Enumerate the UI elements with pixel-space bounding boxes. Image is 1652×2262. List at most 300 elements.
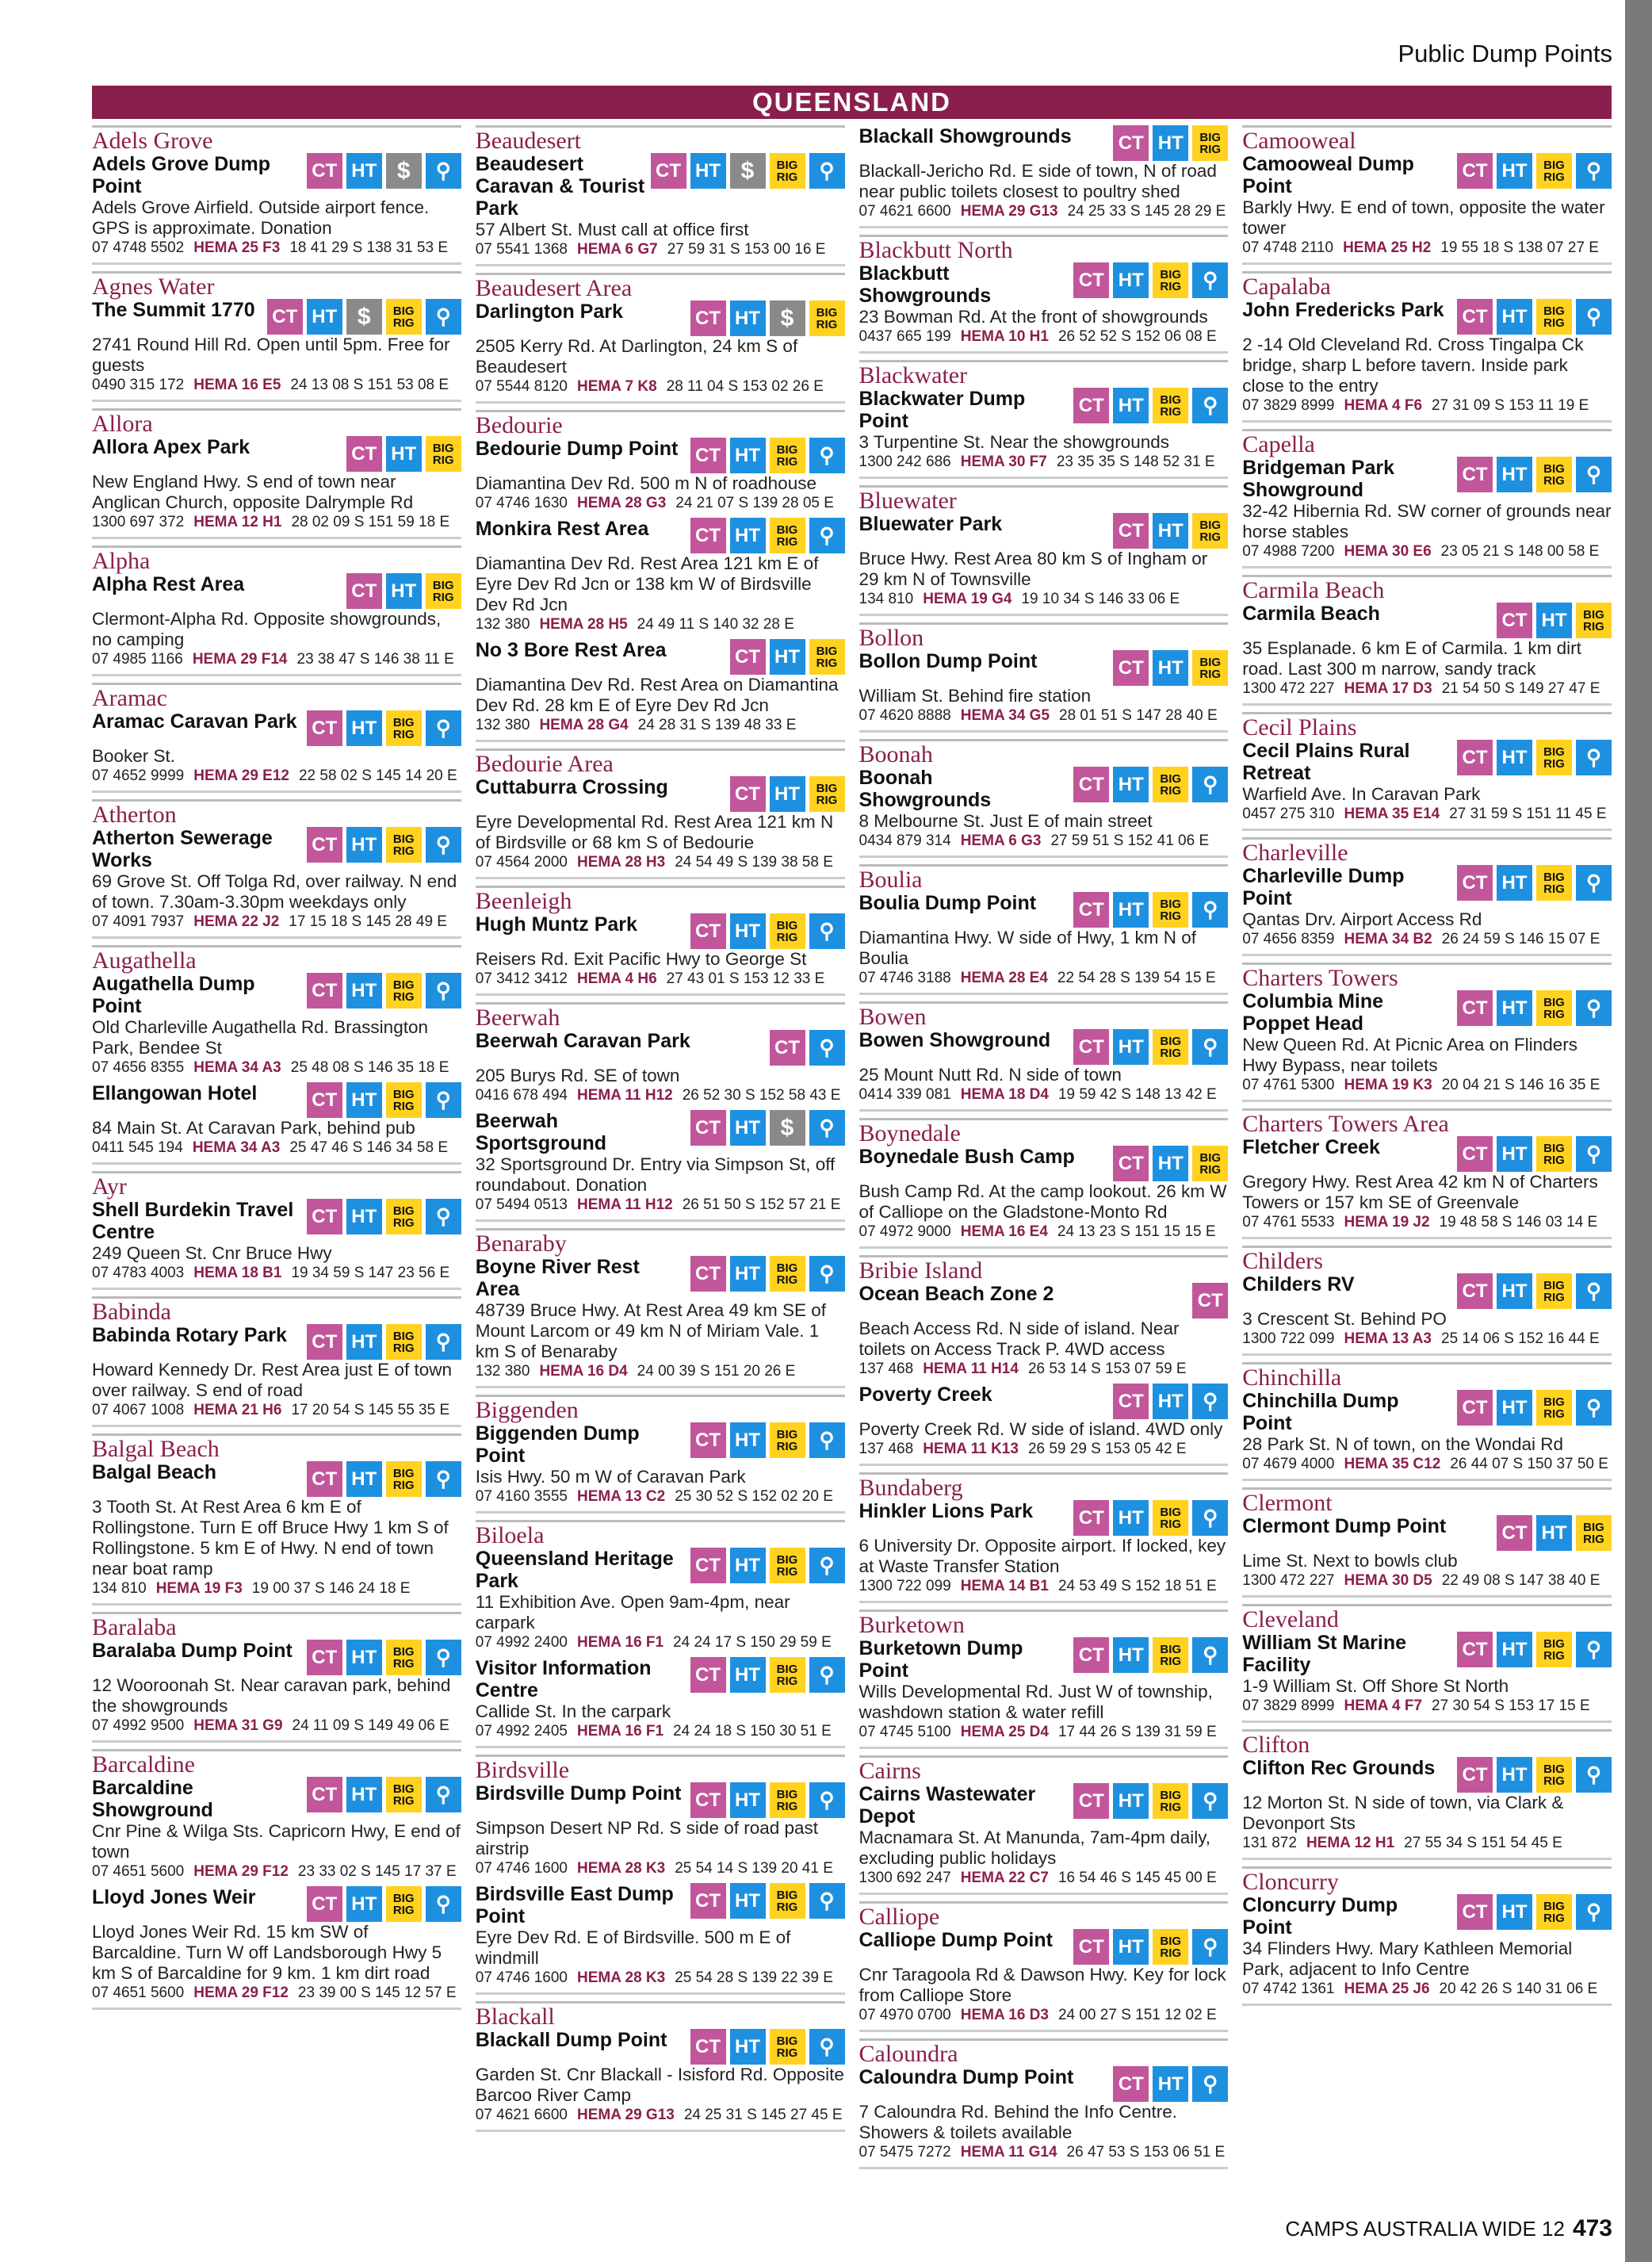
gps-coordinates: 19 34 59 S 147 23 56 E xyxy=(291,1265,450,1281)
phone-number: 07 4972 9000 xyxy=(859,1223,951,1240)
gps-coordinates: 19 10 34 S 146 33 06 E xyxy=(1021,591,1180,607)
big-rig-badge: BIG RIG xyxy=(386,1886,422,1922)
listing-columns xyxy=(92,125,1612,2176)
water-tap-icon: ⚲ xyxy=(1576,299,1612,335)
town-section xyxy=(859,622,1229,733)
hema-reference: HEMA 22 C7 xyxy=(960,1870,1049,1886)
holding-tank-badge: HT xyxy=(1113,892,1149,928)
gps-coordinates: 27 43 01 S 153 12 33 E xyxy=(666,970,825,987)
phone-number: 07 5541 1368 xyxy=(475,241,568,258)
hema-reference: HEMA 21 H6 xyxy=(193,1402,282,1418)
dump-point-entry xyxy=(859,1783,1229,1888)
entry-header xyxy=(476,1548,845,1592)
big-rig-badge: BIG RIG xyxy=(770,1782,805,1818)
town-section xyxy=(1242,1108,1612,1239)
town-name: Bedourie Area xyxy=(476,748,845,776)
hema-reference: HEMA 19 K3 xyxy=(1344,1077,1432,1093)
dump-point-entry xyxy=(92,299,461,395)
entry-header xyxy=(859,125,1229,161)
town-section xyxy=(92,545,461,676)
site-name: Boyne River Rest Area xyxy=(475,1256,640,1300)
town-name: Burketown xyxy=(859,1609,1229,1637)
phone-number: 07 4748 5502 xyxy=(92,239,185,256)
gps-coordinates: 22 49 08 S 147 38 40 E xyxy=(1441,1572,1600,1589)
facility-badges xyxy=(1457,299,1612,335)
cassette-toilet-badge: CT xyxy=(1113,1146,1149,1181)
phone-number: 132 380 xyxy=(475,616,530,633)
site-description: Eyre Developmental Rd. Rest Area 121 km N of Birdsville or 68 km S of Bedourie xyxy=(475,812,834,852)
site-description: Lime St. Next to bowls club xyxy=(1242,1551,1458,1571)
site-meta xyxy=(1242,1330,1612,1349)
dump-point-entry xyxy=(92,1777,461,1881)
site-name: Boulia Dump Point xyxy=(859,892,1037,914)
cassette-toilet-badge: CT xyxy=(730,776,766,812)
hema-reference: HEMA 28 K3 xyxy=(576,1969,666,1986)
facility-badges xyxy=(690,1422,845,1458)
water-tap-icon: ⚲ xyxy=(809,153,845,189)
dump-point-entry xyxy=(92,1461,461,1598)
hema-reference: HEMA 16 E5 xyxy=(193,377,281,393)
gps-coordinates: 26 24 59 S 146 15 07 E xyxy=(1441,931,1600,947)
big-rig-badge: BIG RIG xyxy=(386,1461,422,1497)
site-meta xyxy=(92,1717,461,1736)
hema-reference: HEMA 22 J2 xyxy=(193,913,280,930)
entry-header xyxy=(476,518,845,553)
town-section xyxy=(92,1171,461,1290)
town-section xyxy=(92,408,461,539)
phone-number: 137 468 xyxy=(859,1361,914,1377)
town-section xyxy=(476,1395,845,1514)
holding-tank-badge: HT xyxy=(1497,990,1532,1026)
site-name: Camooweal Dump Point xyxy=(1242,153,1414,197)
big-rig-badge: BIG RIG xyxy=(770,438,805,473)
site-meta xyxy=(476,615,845,634)
site-meta xyxy=(92,913,461,932)
site-name: Bowen Showground xyxy=(859,1029,1051,1051)
holding-tank-badge: HT xyxy=(346,973,382,1009)
water-tap-icon: ⚲ xyxy=(809,1256,845,1292)
site-description: 28 Park St. N of town, on the Wondai Rd xyxy=(1242,1434,1564,1454)
facility-badges xyxy=(690,2029,845,2065)
cassette-toilet-badge: CT xyxy=(1457,153,1493,189)
hema-reference: HEMA 12 H1 xyxy=(1306,1835,1395,1851)
cassette-toilet-badge: CT xyxy=(690,1782,726,1818)
gps-coordinates: 26 52 30 S 152 58 43 E xyxy=(682,1087,841,1104)
big-rig-badge: BIG RIG xyxy=(770,1883,805,1919)
site-meta xyxy=(859,1223,1229,1242)
water-tap-icon: ⚲ xyxy=(426,1461,461,1497)
cassette-toilet-badge: CT xyxy=(1457,865,1493,901)
phone-number: 07 4564 2000 xyxy=(475,854,568,871)
town-section xyxy=(859,1255,1229,1466)
water-tap-icon: ⚲ xyxy=(1192,892,1228,928)
big-rig-badge: BIG RIG xyxy=(770,518,805,553)
holding-tank-badge: HT xyxy=(1497,1632,1532,1667)
water-tap-icon: ⚲ xyxy=(809,913,845,949)
big-rig-badge: BIG RIG xyxy=(1536,299,1572,335)
site-description: Beach Access Rd. N side of island. Near toilets on Access Track P. 4WD access xyxy=(859,1319,1180,1359)
facility-badges xyxy=(307,1886,461,1922)
site-meta xyxy=(92,1058,461,1077)
town-section xyxy=(1242,271,1612,423)
entry-header xyxy=(859,1929,1229,1965)
holding-tank-badge: HT xyxy=(1153,513,1188,549)
entry-header xyxy=(476,776,845,812)
facility-badges xyxy=(1113,125,1228,161)
holding-tank-badge: HT xyxy=(1497,1136,1532,1172)
gps-coordinates: 23 05 21 S 148 00 58 E xyxy=(1440,543,1600,560)
site-name: Poverty Creek xyxy=(859,1384,992,1406)
gps-coordinates: 25 14 06 S 152 16 44 E xyxy=(1441,1330,1600,1347)
entry-header xyxy=(1242,990,1612,1035)
town-section xyxy=(1242,1487,1612,1598)
town-name: Ayr xyxy=(92,1171,461,1199)
site-name: Clermont Dump Point xyxy=(1242,1515,1447,1537)
water-tap-icon: ⚲ xyxy=(1192,1783,1228,1819)
facility-badges xyxy=(1073,767,1228,802)
big-rig-badge: BIG RIG xyxy=(386,827,422,863)
facility-badges xyxy=(1113,1384,1228,1419)
town-name: Benaraby xyxy=(476,1228,845,1256)
dump-point-entry xyxy=(1242,1757,1612,1853)
holding-tank-badge: HT xyxy=(730,1422,766,1458)
big-rig-badge: BIG RIG xyxy=(1536,1136,1572,1172)
site-meta xyxy=(92,1984,461,2003)
facility-badges xyxy=(346,573,461,609)
entry-header xyxy=(859,262,1229,307)
facility-badges xyxy=(1457,865,1612,901)
gps-coordinates: 26 52 52 S 152 06 08 E xyxy=(1057,328,1217,345)
holding-tank-badge: HT xyxy=(1113,262,1149,298)
hema-reference: HEMA 11 H12 xyxy=(576,1087,673,1104)
phone-number: 0414 339 081 xyxy=(859,1086,951,1103)
facility-badges xyxy=(690,1110,845,1146)
big-rig-badge: BIG RIG xyxy=(386,710,422,746)
site-meta xyxy=(1242,1076,1612,1095)
dump-point-entry xyxy=(92,436,461,532)
hema-reference: HEMA 30 E6 xyxy=(1344,543,1432,560)
facility-badges xyxy=(307,1199,461,1234)
site-name: Clifton Rec Grounds xyxy=(1242,1757,1436,1779)
gps-coordinates: 23 35 35 S 148 52 31 E xyxy=(1056,454,1215,470)
water-tap-icon: ⚲ xyxy=(809,1110,845,1146)
hema-reference: HEMA 16 D4 xyxy=(539,1363,628,1380)
facility-badges xyxy=(267,299,461,335)
site-meta xyxy=(859,202,1229,221)
dump-point-entry xyxy=(1242,1515,1612,1590)
dump-point-entry xyxy=(859,1929,1229,2025)
entry-header xyxy=(476,1782,845,1818)
water-tap-icon: ⚲ xyxy=(1576,153,1612,189)
site-description: Garden St. Cnr Blackall - Isisford Rd. Opposite Barcoo River Camp xyxy=(475,2065,844,2105)
gps-coordinates: 28 01 51 S 147 28 40 E xyxy=(1059,707,1218,724)
water-tap-icon: ⚲ xyxy=(1576,1757,1612,1793)
gps-coordinates: 28 02 09 S 151 59 18 E xyxy=(291,514,450,530)
dump-point-entry xyxy=(859,767,1229,851)
site-meta xyxy=(476,1487,845,1506)
town-name: Chinchilla xyxy=(1242,1362,1612,1390)
holding-tank-badge: HT xyxy=(1113,767,1149,802)
water-tap-icon: ⚲ xyxy=(809,1548,845,1583)
site-description: New Queen Rd. At Picnic Area on Flinders Hwy Bypass, near toilets xyxy=(1242,1035,1577,1075)
big-rig-badge: BIG RIG xyxy=(1153,1637,1188,1673)
fee-badge: $ xyxy=(770,1110,805,1146)
town-name: Augathella xyxy=(92,945,461,973)
site-meta xyxy=(476,853,845,872)
site-description: 11 Exhibition Ave. Open 9am-4pm, near carpark xyxy=(475,1592,790,1632)
town-section xyxy=(1242,125,1612,265)
gps-coordinates: 22 58 02 S 145 14 20 E xyxy=(298,767,457,784)
town-section xyxy=(92,271,461,402)
town-section xyxy=(92,1433,461,1606)
facility-badges xyxy=(1113,513,1228,549)
town-name: Beaudesert xyxy=(476,125,845,153)
town-name: Adels Grove xyxy=(92,125,461,153)
water-tap-icon: ⚲ xyxy=(1192,1500,1228,1536)
phone-number: 0411 545 194 xyxy=(92,1139,183,1156)
hema-reference: HEMA 29 F12 xyxy=(193,1863,289,1880)
site-meta xyxy=(1242,805,1612,824)
site-description: 2505 Kerry Rd. At Darlington, 24 km S of Beaudesert xyxy=(475,336,798,377)
site-name: Adels Grove Dump Point xyxy=(92,153,271,197)
holding-tank-badge: HT xyxy=(1497,457,1532,492)
site-name: No 3 Bore Rest Area xyxy=(475,639,667,661)
site-description: Warfield Ave. In Caravan Park xyxy=(1242,784,1481,804)
site-name: Carmila Beach xyxy=(1242,603,1380,625)
cassette-toilet-badge: CT xyxy=(307,973,342,1009)
big-rig-badge: BIG RIG xyxy=(1192,1146,1228,1181)
dump-point-entry xyxy=(859,650,1229,725)
entry-header xyxy=(859,513,1229,549)
town-section xyxy=(1242,429,1612,568)
facility-badges xyxy=(307,973,461,1009)
facility-badges xyxy=(690,518,845,553)
entry-header xyxy=(1242,865,1612,909)
site-meta xyxy=(859,1577,1229,1596)
dump-point-entry xyxy=(859,1283,1229,1379)
page-title: Public Dump Points xyxy=(1398,40,1612,67)
holding-tank-badge: HT xyxy=(1153,1146,1188,1181)
town-section xyxy=(859,1609,1229,1749)
water-tap-icon: ⚲ xyxy=(1576,990,1612,1026)
gps-coordinates: 23 38 47 S 146 38 11 E xyxy=(296,651,454,668)
big-rig-badge: BIG RIG xyxy=(770,153,805,189)
phone-number: 1300 722 099 xyxy=(1242,1330,1335,1347)
holding-tank-badge: HT xyxy=(770,776,805,812)
dump-point-entry xyxy=(92,1082,461,1158)
entry-header xyxy=(476,1657,845,1701)
site-name: Fletcher Creek xyxy=(1242,1136,1380,1158)
town-section xyxy=(476,886,845,996)
site-name: Barcaldine Showground xyxy=(92,1777,213,1821)
listing-column xyxy=(859,125,1229,2176)
phone-number: 07 4761 5300 xyxy=(1242,1077,1335,1093)
page-number: 473 xyxy=(1572,2215,1612,2241)
dump-point-entry xyxy=(859,125,1229,221)
gps-coordinates: 21 54 50 S 149 27 47 E xyxy=(1441,680,1600,697)
town-section xyxy=(859,485,1229,616)
gps-coordinates: 19 55 18 S 138 07 27 E xyxy=(1440,239,1599,256)
site-description: 249 Queen St. Cnr Bruce Hwy xyxy=(92,1243,332,1263)
hema-reference: HEMA 30 F7 xyxy=(960,454,1047,470)
big-rig-badge: BIG RIG xyxy=(1153,1029,1188,1065)
dump-point-entry xyxy=(476,300,845,396)
cassette-toilet-badge: CT xyxy=(1073,767,1109,802)
site-description: 32 Sportsground Dr. Entry via Simpson St, off roundabout. Donation xyxy=(475,1154,836,1195)
site-description: 12 Morton St. N side of town, via Clark & Devonport Sts xyxy=(1242,1793,1564,1833)
site-name: Hinkler Lions Park xyxy=(859,1500,1034,1522)
site-description: Eyre Dev Rd. E of Birdsville. 500 m E of windmill xyxy=(475,1927,791,1968)
cassette-toilet-badge: CT xyxy=(1113,125,1149,161)
site-meta xyxy=(859,706,1229,725)
entry-header xyxy=(859,892,1229,928)
holding-tank-badge: HT xyxy=(346,153,382,189)
water-tap-icon: ⚲ xyxy=(1576,1273,1612,1309)
dump-point-entry xyxy=(92,1640,461,1736)
town-section xyxy=(92,683,461,793)
phone-number: 1300 242 686 xyxy=(859,454,951,470)
entry-header xyxy=(1242,740,1612,784)
town-section xyxy=(859,739,1229,858)
phone-number: 07 4091 7937 xyxy=(92,913,185,930)
facility-badges xyxy=(307,1461,461,1497)
cassette-toilet-badge: CT xyxy=(690,1422,726,1458)
facility-badges xyxy=(730,776,845,812)
facility-badges xyxy=(307,827,461,863)
big-rig-badge: BIG RIG xyxy=(1536,865,1572,901)
cassette-toilet-badge: CT xyxy=(690,1110,726,1146)
cassette-toilet-badge: CT xyxy=(1113,513,1149,549)
site-name: Monkira Rest Area xyxy=(475,518,649,540)
phone-number: 07 5544 8120 xyxy=(475,378,568,395)
town-name: Cairns xyxy=(859,1755,1229,1783)
gps-coordinates: 16 54 46 S 145 45 00 E xyxy=(1057,1870,1217,1886)
site-description: 32-42 Hibernia Rd. SW corner of grounds near horse stables xyxy=(1242,501,1612,542)
phone-number: 07 3829 8999 xyxy=(1242,397,1335,414)
town-section xyxy=(1242,837,1612,956)
site-name: John Fredericks Park xyxy=(1242,299,1444,321)
big-rig-badge: BIG RIG xyxy=(1153,1783,1188,1819)
hema-reference: HEMA 29 G13 xyxy=(576,2107,675,2123)
entry-header xyxy=(859,767,1229,811)
dump-point-entry xyxy=(1242,865,1612,949)
site-description: 205 Burys Rd. SE of town xyxy=(475,1066,680,1085)
water-tap-icon: ⚲ xyxy=(809,1883,845,1919)
entry-header xyxy=(1242,299,1612,335)
dump-point-entry xyxy=(476,1422,845,1506)
holding-tank-badge: HT xyxy=(1497,1273,1532,1309)
gps-coordinates: 28 11 04 S 153 02 26 E xyxy=(666,378,824,395)
dump-point-entry xyxy=(859,892,1229,988)
gps-coordinates: 24 00 27 S 151 12 02 E xyxy=(1057,2007,1217,2023)
site-name: Queensland Heritage Park xyxy=(475,1548,674,1592)
site-meta xyxy=(476,1722,845,1741)
site-description: Lloyd Jones Weir Rd. 15 km SW of Barcaldine. Turn W off Landsborough Hwy 5 km S of Barcaldine for 9 km. 1 km dirt road xyxy=(92,1922,442,1983)
hema-reference: HEMA 29 E12 xyxy=(193,767,289,784)
water-tap-icon: ⚲ xyxy=(1192,2066,1228,2102)
hema-reference: HEMA 31 G9 xyxy=(193,1717,283,1734)
water-tap-icon: ⚲ xyxy=(1192,1637,1228,1673)
town-name: Capella xyxy=(1242,429,1612,457)
phone-number: 07 4761 5533 xyxy=(1242,1214,1335,1231)
town-name: Charters Towers xyxy=(1242,963,1612,990)
water-tap-icon: ⚲ xyxy=(426,973,461,1009)
site-name: Beerwah Sportsground xyxy=(475,1110,607,1154)
site-description: Cnr Taragoola Rd & Dawson Hwy. Key for lock from Calliope Store xyxy=(859,1965,1226,2005)
site-meta xyxy=(476,1859,845,1878)
hema-reference: HEMA 30 D5 xyxy=(1344,1572,1432,1589)
entry-header xyxy=(1242,1515,1612,1551)
water-tap-icon: ⚲ xyxy=(426,1324,461,1360)
phone-number: 07 4992 9500 xyxy=(92,1717,185,1734)
cassette-toilet-badge: CT xyxy=(1457,1632,1493,1667)
site-name: Blackall Dump Point xyxy=(475,2029,667,2051)
phone-number: 134 810 xyxy=(92,1580,147,1597)
site-description: 3 Tooth St. At Rest Area 6 km E of Rollingstone. Turn E off Bruce Hwy 1 km S of Rollingstone. 5 km E of Hwy. N end of town near boat ramp xyxy=(92,1497,449,1579)
site-meta xyxy=(476,1196,845,1215)
hema-reference: HEMA 19 J2 xyxy=(1344,1214,1430,1231)
cassette-toilet-badge: CT xyxy=(1457,1894,1493,1930)
entry-header xyxy=(1242,603,1612,638)
hema-reference: HEMA 28 H3 xyxy=(576,854,666,871)
site-description: 3 Crescent St. Behind PO xyxy=(1242,1309,1447,1329)
cassette-toilet-badge: CT xyxy=(346,436,382,472)
holding-tank-badge: HT xyxy=(730,2029,766,2065)
big-rig-badge: BIG RIG xyxy=(1576,603,1612,638)
water-tap-icon: ⚲ xyxy=(809,1422,845,1458)
gps-coordinates: 25 30 52 S 152 02 20 E xyxy=(675,1488,833,1505)
town-section xyxy=(859,1118,1229,1249)
gps-coordinates: 26 51 50 S 152 57 21 E xyxy=(682,1196,841,1213)
town-name: Cecil Plains xyxy=(1242,712,1612,740)
cassette-toilet-badge: CT xyxy=(1457,1390,1493,1426)
gps-coordinates: 19 48 58 S 146 03 14 E xyxy=(1439,1214,1598,1231)
gps-coordinates: 17 15 18 S 145 28 49 E xyxy=(289,913,447,930)
page-edge-tab xyxy=(1625,0,1652,2262)
holding-tank-badge: HT xyxy=(386,573,422,609)
hema-reference: HEMA 10 H1 xyxy=(960,328,1049,345)
town-section xyxy=(859,1901,1229,2032)
entry-header xyxy=(1242,1390,1612,1434)
water-tap-icon: ⚲ xyxy=(1192,1029,1228,1065)
gps-coordinates: 27 31 59 S 151 11 45 E xyxy=(1449,806,1607,822)
phone-number: 1300 472 227 xyxy=(1242,1572,1335,1589)
big-rig-badge: BIG RIG xyxy=(1153,1500,1188,1536)
town-name: Birdsville xyxy=(476,1755,845,1782)
dump-point-entry xyxy=(476,518,845,634)
phone-number: 0457 275 310 xyxy=(1242,806,1335,822)
town-name: Capalaba xyxy=(1242,271,1612,299)
entry-header xyxy=(859,1283,1229,1319)
phone-number: 0434 879 314 xyxy=(859,832,951,849)
cassette-toilet-badge: CT xyxy=(690,1657,726,1693)
holding-tank-badge: HT xyxy=(346,1461,382,1497)
big-rig-badge: BIG RIG xyxy=(809,300,845,336)
holding-tank-badge: HT xyxy=(1153,125,1188,161)
site-description: Poverty Creek Rd. W side of island. 4WD only xyxy=(859,1419,1223,1439)
hema-reference: HEMA 4 F7 xyxy=(1344,1697,1423,1714)
site-description: 6 University Dr. Opposite airport. If locked, key at Waste Transfer Station xyxy=(859,1536,1226,1576)
facility-badges xyxy=(690,1782,845,1818)
water-tap-icon: ⚲ xyxy=(1576,865,1612,901)
town-name: Charters Towers Area xyxy=(1242,1108,1612,1136)
site-name: Augathella Dump Point xyxy=(92,973,255,1017)
water-tap-icon: ⚲ xyxy=(426,1777,461,1812)
dump-point-entry xyxy=(1242,299,1612,415)
site-meta xyxy=(859,1085,1229,1104)
site-description: William St. Behind fire station xyxy=(859,686,1092,706)
facility-badges xyxy=(1073,388,1228,423)
